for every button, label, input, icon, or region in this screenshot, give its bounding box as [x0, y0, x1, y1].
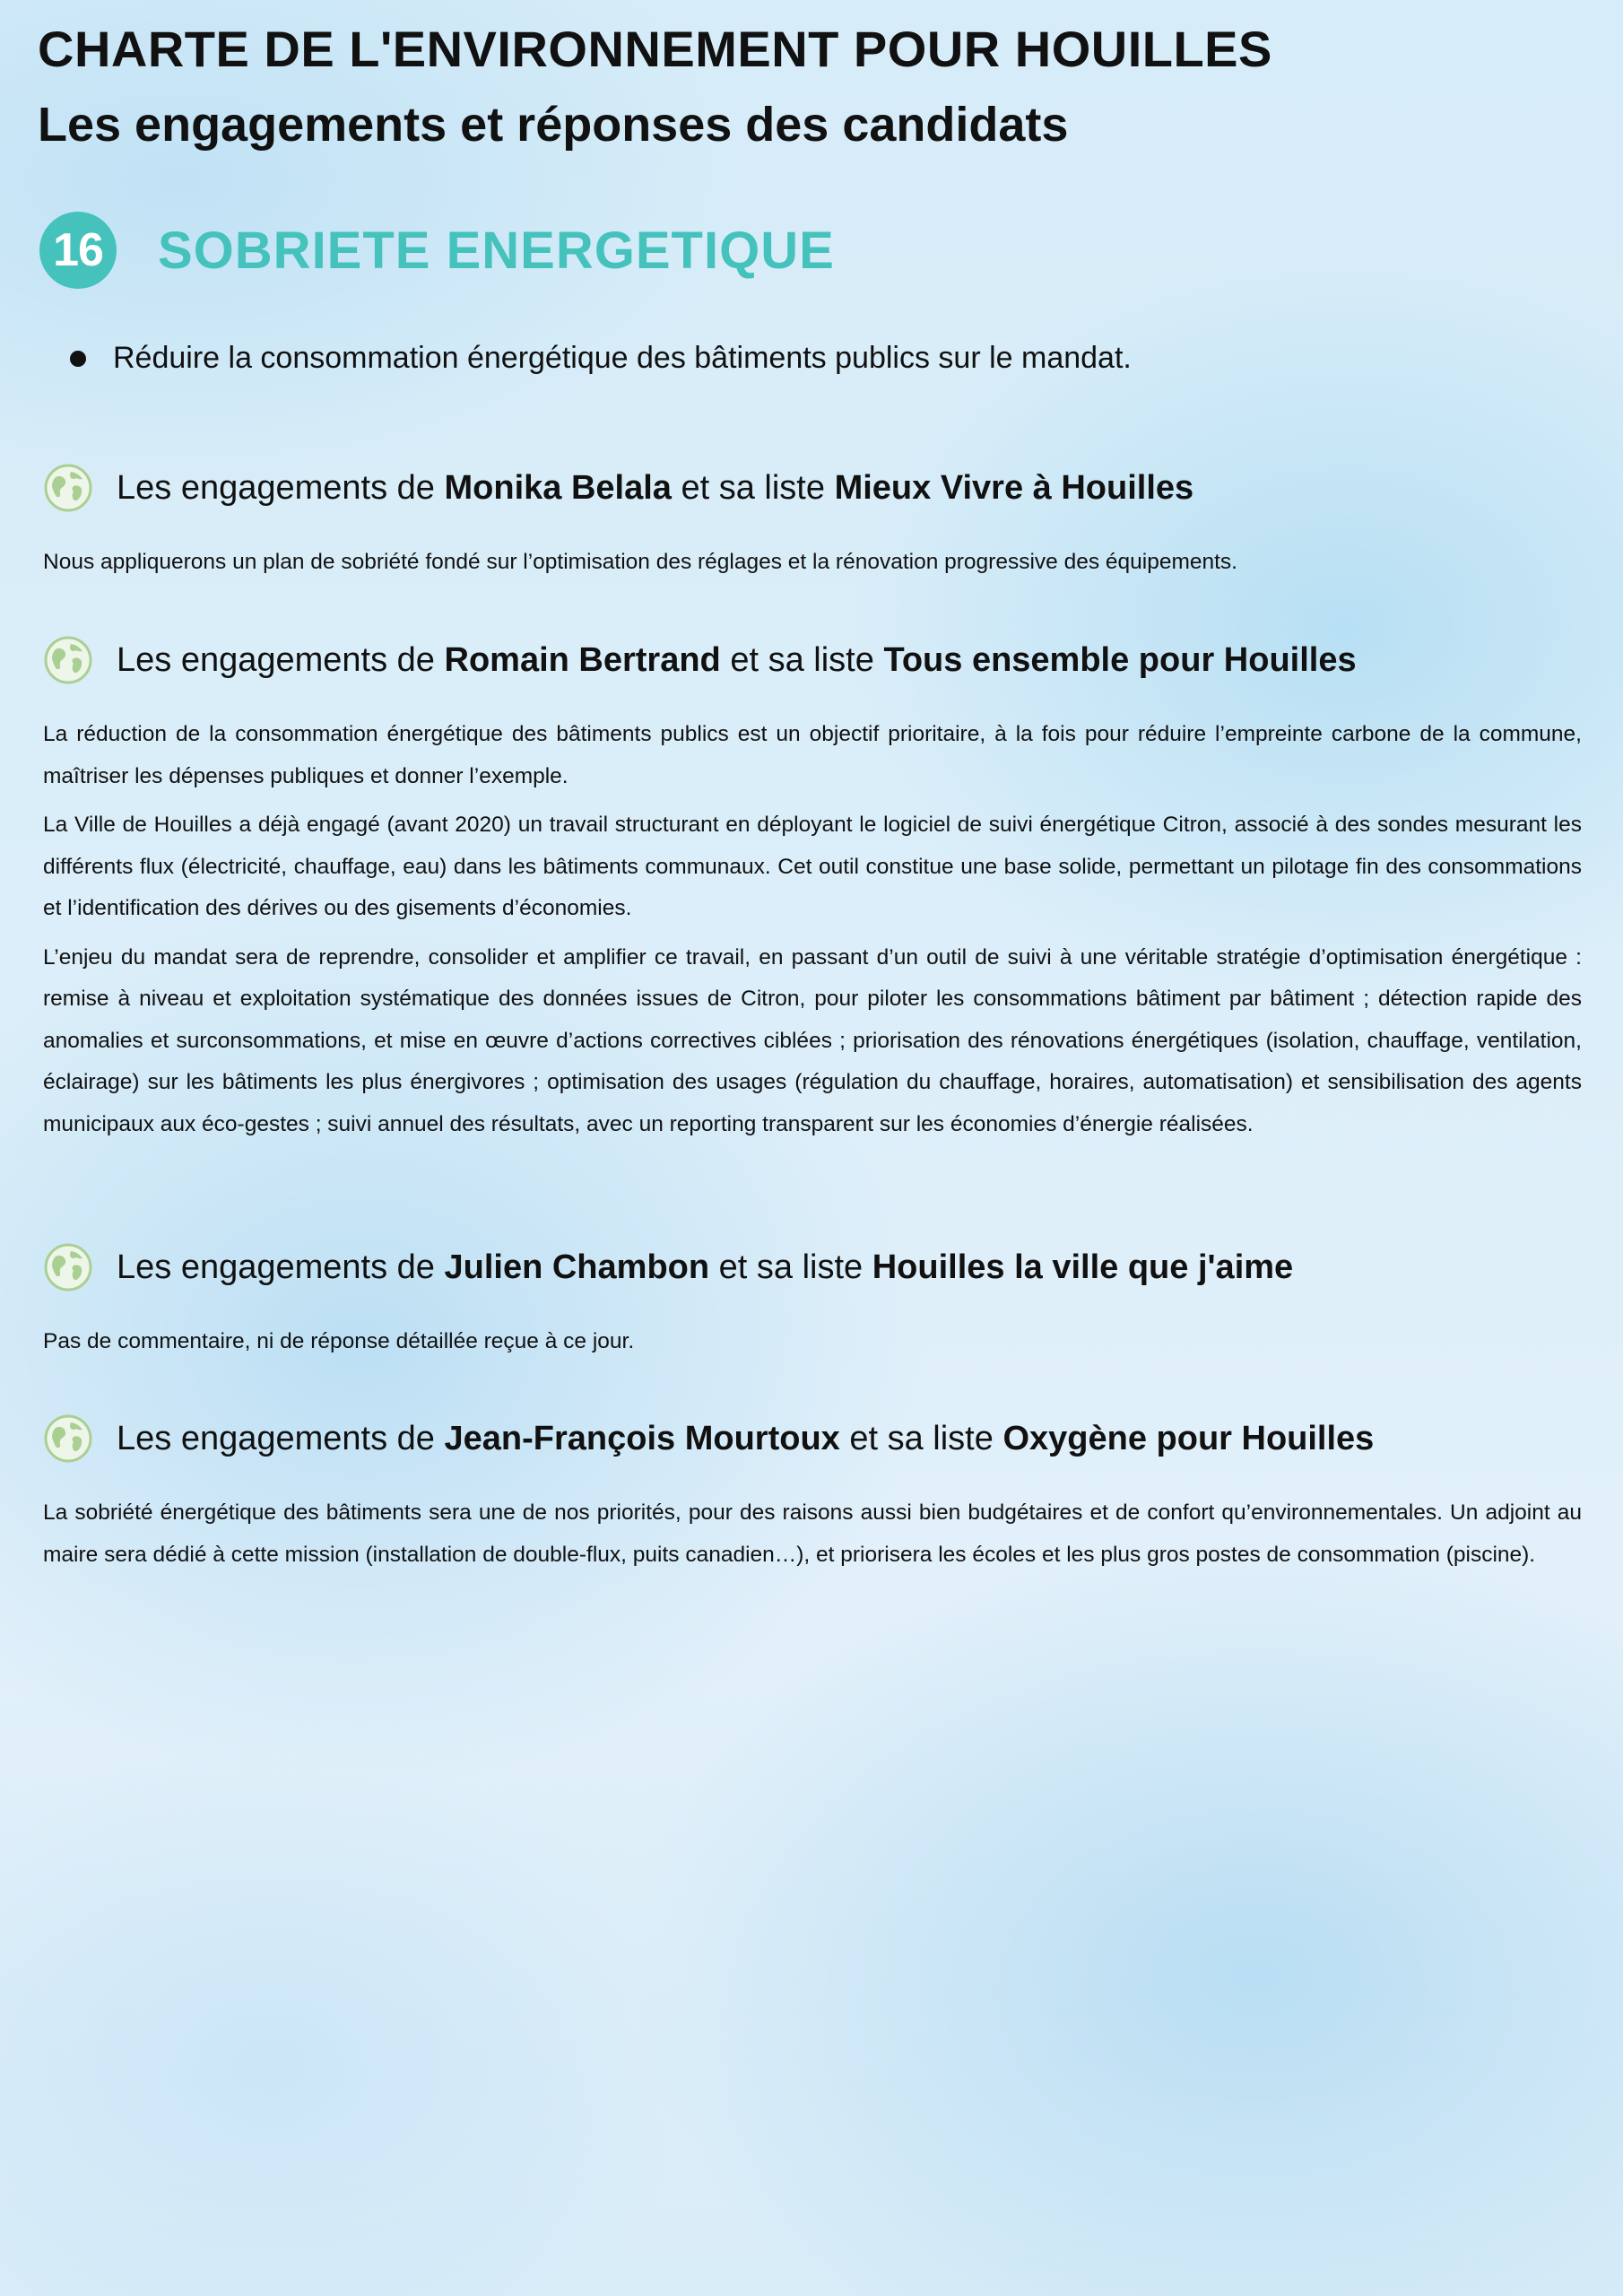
candidate-heading: [43, 633, 1582, 687]
globe-icon: [43, 1242, 93, 1292]
candidate-response: [43, 714, 1582, 1145]
candidate-list-name: Oxygène pour Houilles: [1002, 1419, 1375, 1457]
section-header: [39, 212, 835, 289]
candidate-heading: [43, 1240, 1582, 1294]
candidate-title: Les engagements de Jean-François Mourtoux et sa liste Oxygène pour Houilles: [117, 1419, 1375, 1457]
section-number-badge: 16: [39, 212, 117, 289]
response-paragraph: L’enjeu du mandat sera de reprendre, consolider et amplifier ce travail, en passant d’un outil de suivi à une véritable stratégie d’optimisation énergétique : remise à niveau et exploitation systématique des données issues de Citron, pour piloter les consommations bâtiment par bâtiment ; détection rapide des anomalies et surconsommations, et mise en œuvre d’actions correctives ciblées ; priorisation des rénovations énergétiques (isolation, chauffage, ventilation, éclairage) sur les bâtiments les plus énergivores ; optimisation des usages (régulation du chauffage, horaires, automatisation) et sensibilisation des agents municipaux aux éco-gestes ; suivi annuel des résultats, avec un reporting transparent sur les économies d’énergie réalisées.: [43, 944, 1582, 1136]
response-paragraph: Pas de commentaire, ni de réponse détaillée reçue à ce jour.: [43, 1329, 635, 1353]
candidate-name: Julien Chambon: [444, 1248, 710, 1286]
candidate-heading: [43, 461, 1582, 515]
page-title: CHARTE DE L'ENVIRONNEMENT POUR HOUILLES: [38, 21, 1272, 77]
candidate-response: [43, 542, 1582, 584]
response-paragraph: Nous appliquerons un plan de sobriété fondé sur l’optimisation des réglages et la rénovation progressive des équipements.: [43, 550, 1237, 574]
candidate-block-chambon: [43, 1240, 1582, 1370]
candidate-name: Romain Bertrand: [444, 640, 721, 679]
objective-item: [70, 341, 1132, 376]
candidate-block-bertrand: [43, 633, 1582, 1152]
candidate-title: Les engagements de Monika Belala et sa liste Mieux Vivre à Houilles: [117, 468, 1194, 507]
candidate-title: Les engagements de Romain Bertrand et sa liste Tous ensemble pour Houilles: [117, 640, 1357, 679]
page-subtitle: Les engagements et réponses des candidats: [38, 98, 1069, 152]
objective-text: Réduire la consommation énergétique des bâtiments publics sur le mandat.: [113, 341, 1132, 375]
globe-icon: [43, 1413, 93, 1464]
candidate-response: [43, 1321, 1582, 1363]
response-paragraph: La sobriété énergétique des bâtiments sera une de nos priorités, pour des raisons aussi bien budgétaires et de confort qu’environnementales. Un adjoint au maire sera dédié à cette mission (installation de double-flux, puits canadien…), et priorisera les écoles et les plus gros postes de consommation (piscine).: [43, 1500, 1582, 1567]
candidate-list-name: Mieux Vivre à Houilles: [834, 468, 1194, 507]
response-paragraph: La Ville de Houilles a déjà engagé (avant 2020) un travail structurant en déployant le logiciel de suivi énergétique Citron, associé à des sondes mesurant les différents flux (électricité, chauffage, eau) dans les bâtiments communaux. Cet outil constitue une base solide, permettant un pilotage fin des consommations et l’identification des dérives ou des gisements d’économies.: [43, 813, 1582, 920]
response-paragraph: La réduction de la consommation énergétique des bâtiments publics est un objectif prioritaire, à la fois pour réduire l’empreinte carbone de la commune, maîtriser les dépenses publiques et donner l’exemple.: [43, 722, 1582, 788]
globe-icon: [43, 463, 93, 513]
candidate-heading: [43, 1412, 1582, 1465]
candidate-title: Les engagements de Julien Chambon et sa liste Houilles la ville que j'aime: [117, 1248, 1294, 1286]
candidate-block-mourtoux: [43, 1412, 1582, 1583]
candidate-response: [43, 1492, 1582, 1576]
candidate-name: Jean-François Mourtoux: [444, 1419, 840, 1457]
candidate-list-name: Houilles la ville que j'aime: [872, 1248, 1294, 1286]
bullet-icon: [70, 351, 86, 367]
candidate-name: Monika Belala: [444, 468, 672, 507]
section-title: SOBRIETE ENERGETIQUE: [158, 221, 835, 280]
candidate-block-belala: [43, 461, 1582, 591]
candidate-list-name: Tous ensemble pour Houilles: [883, 640, 1357, 679]
globe-icon: [43, 635, 93, 685]
